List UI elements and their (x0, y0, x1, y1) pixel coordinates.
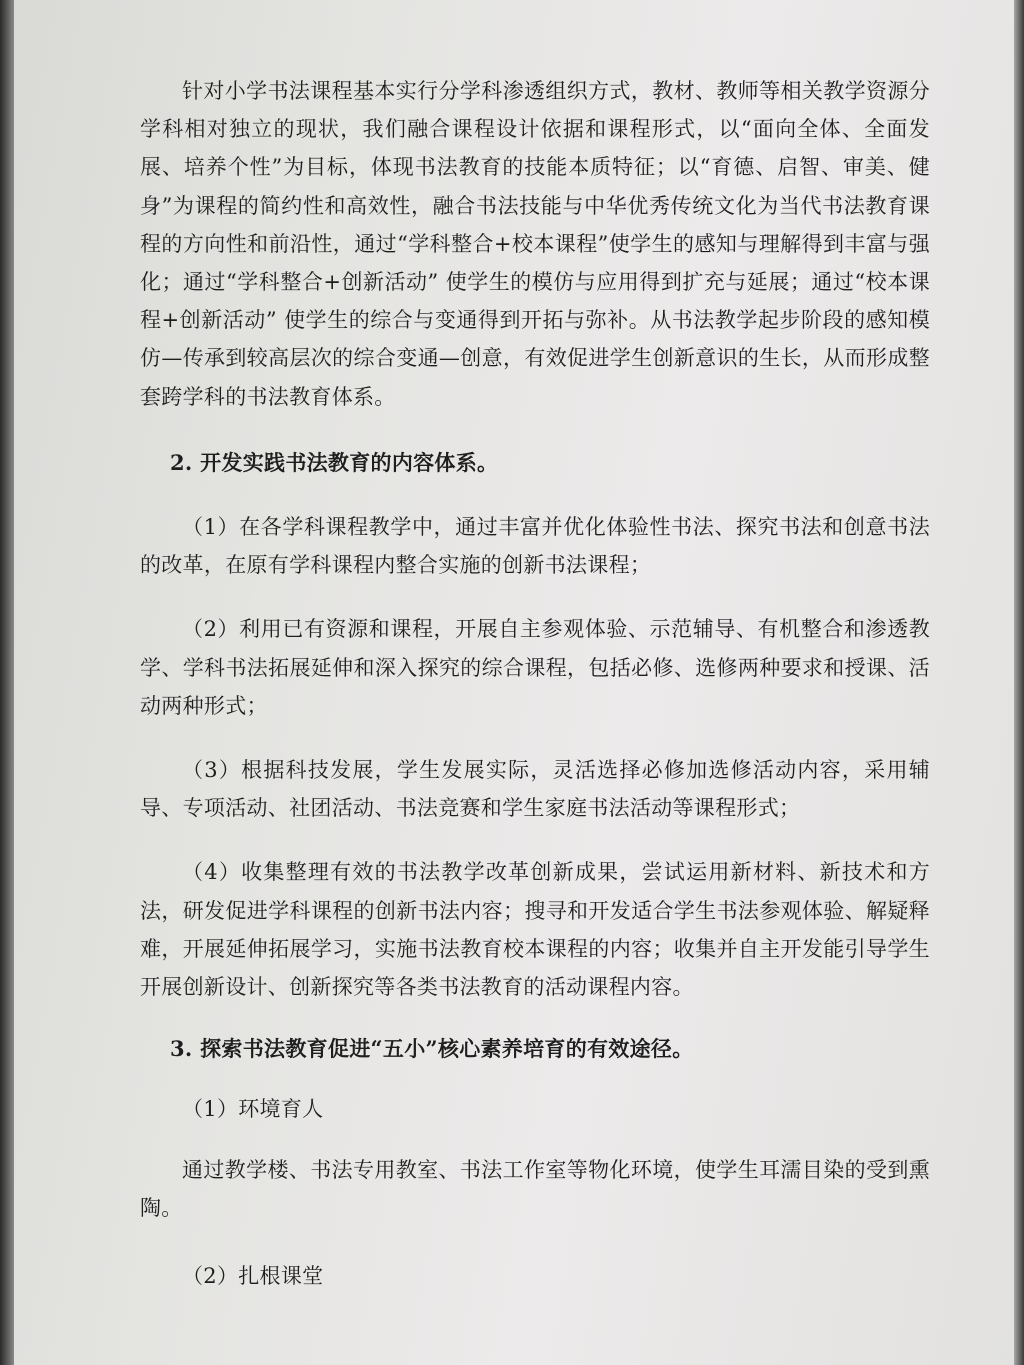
section-2-heading: 2. 开发实践书法教育的内容体系。 (170, 449, 499, 475)
page-edge-left (0, 0, 14, 1365)
section-3-heading: 3. 探索书法教育促进“五小”核心素养培育的有效途径。 (170, 1036, 694, 1062)
section-3-item-1-title: （1）环境育人 (182, 1097, 324, 1122)
intro-paragraph: 针对小学书法课程基本实行分学科渗透组织方式，教材、教师等相关教学资源分学科相对独立的现状，我们融合课程设计依据和课程形式，以“面向全体、全面发展、培养个性”为目标，体现书法教育的技能本质特征；以“育德、启智、审美、健身”为课程的简约性和高效性，融合书法技能与中华优秀传统文化为当代书法教育课程的方向性和前沿性，通过“学科整合+校本课程”使学生的感知与理解得到丰富与强化；通过“学科整合+创新活动” 使学生的模仿与应用得到扩充与延展；通过“校本课程+创新活动” 使学生的综合与变通得到开拓与弥补。从书法教学起步阶段的感知模仿—传承到较高层次的综合变通—创意，有效促进学生创新意识的生长，从而形成整套跨学科的书法教育体系。 (140, 79, 930, 409)
page-edge-right (1014, 0, 1024, 1365)
section-3-item-1-text: 通过教学楼、书法专用教室、书法工作室等物化环境，使学生耳濡目染的受到熏陶。 (140, 1157, 930, 1220)
section-3-item-2-title: （2）扎根课堂 (182, 1264, 324, 1289)
section-2-item-1: （1）在各学科课程教学中，通过丰富并优化体验性书法、探究书法和创意书法的改革，在原有学科课程内整合实施的创新书法课程； (140, 515, 930, 578)
section-2-item-2: （2）利用已有资源和课程，开展自主参观体验、示范辅导、有机整合和渗透教学、学科书法拓展延伸和深入探究的综合课程，包括必修、选修两种要求和授课、活动两种形式； (140, 617, 930, 718)
section-2-item-3: （3）根据科技发展，学生发展实际，灵活选择必修加选修活动内容，采用辅导、专项活动、社团活动、书法竞赛和学生家庭书法活动等课程形式； (140, 758, 930, 821)
section-2-item-4: （4）收集整理有效的书法教学改革创新成果，尝试运用新材料、新技术和方法，研发促进学科课程的创新书法内容；搜寻和开发适合学生书法参观体验、解疑释难，开展延伸拓展学习，实施书法教育校本课程的内容；收集并自主开发能引导学生开展创新设计、创新探究等各类书法教育的活动课程内容。 (140, 860, 930, 1000)
